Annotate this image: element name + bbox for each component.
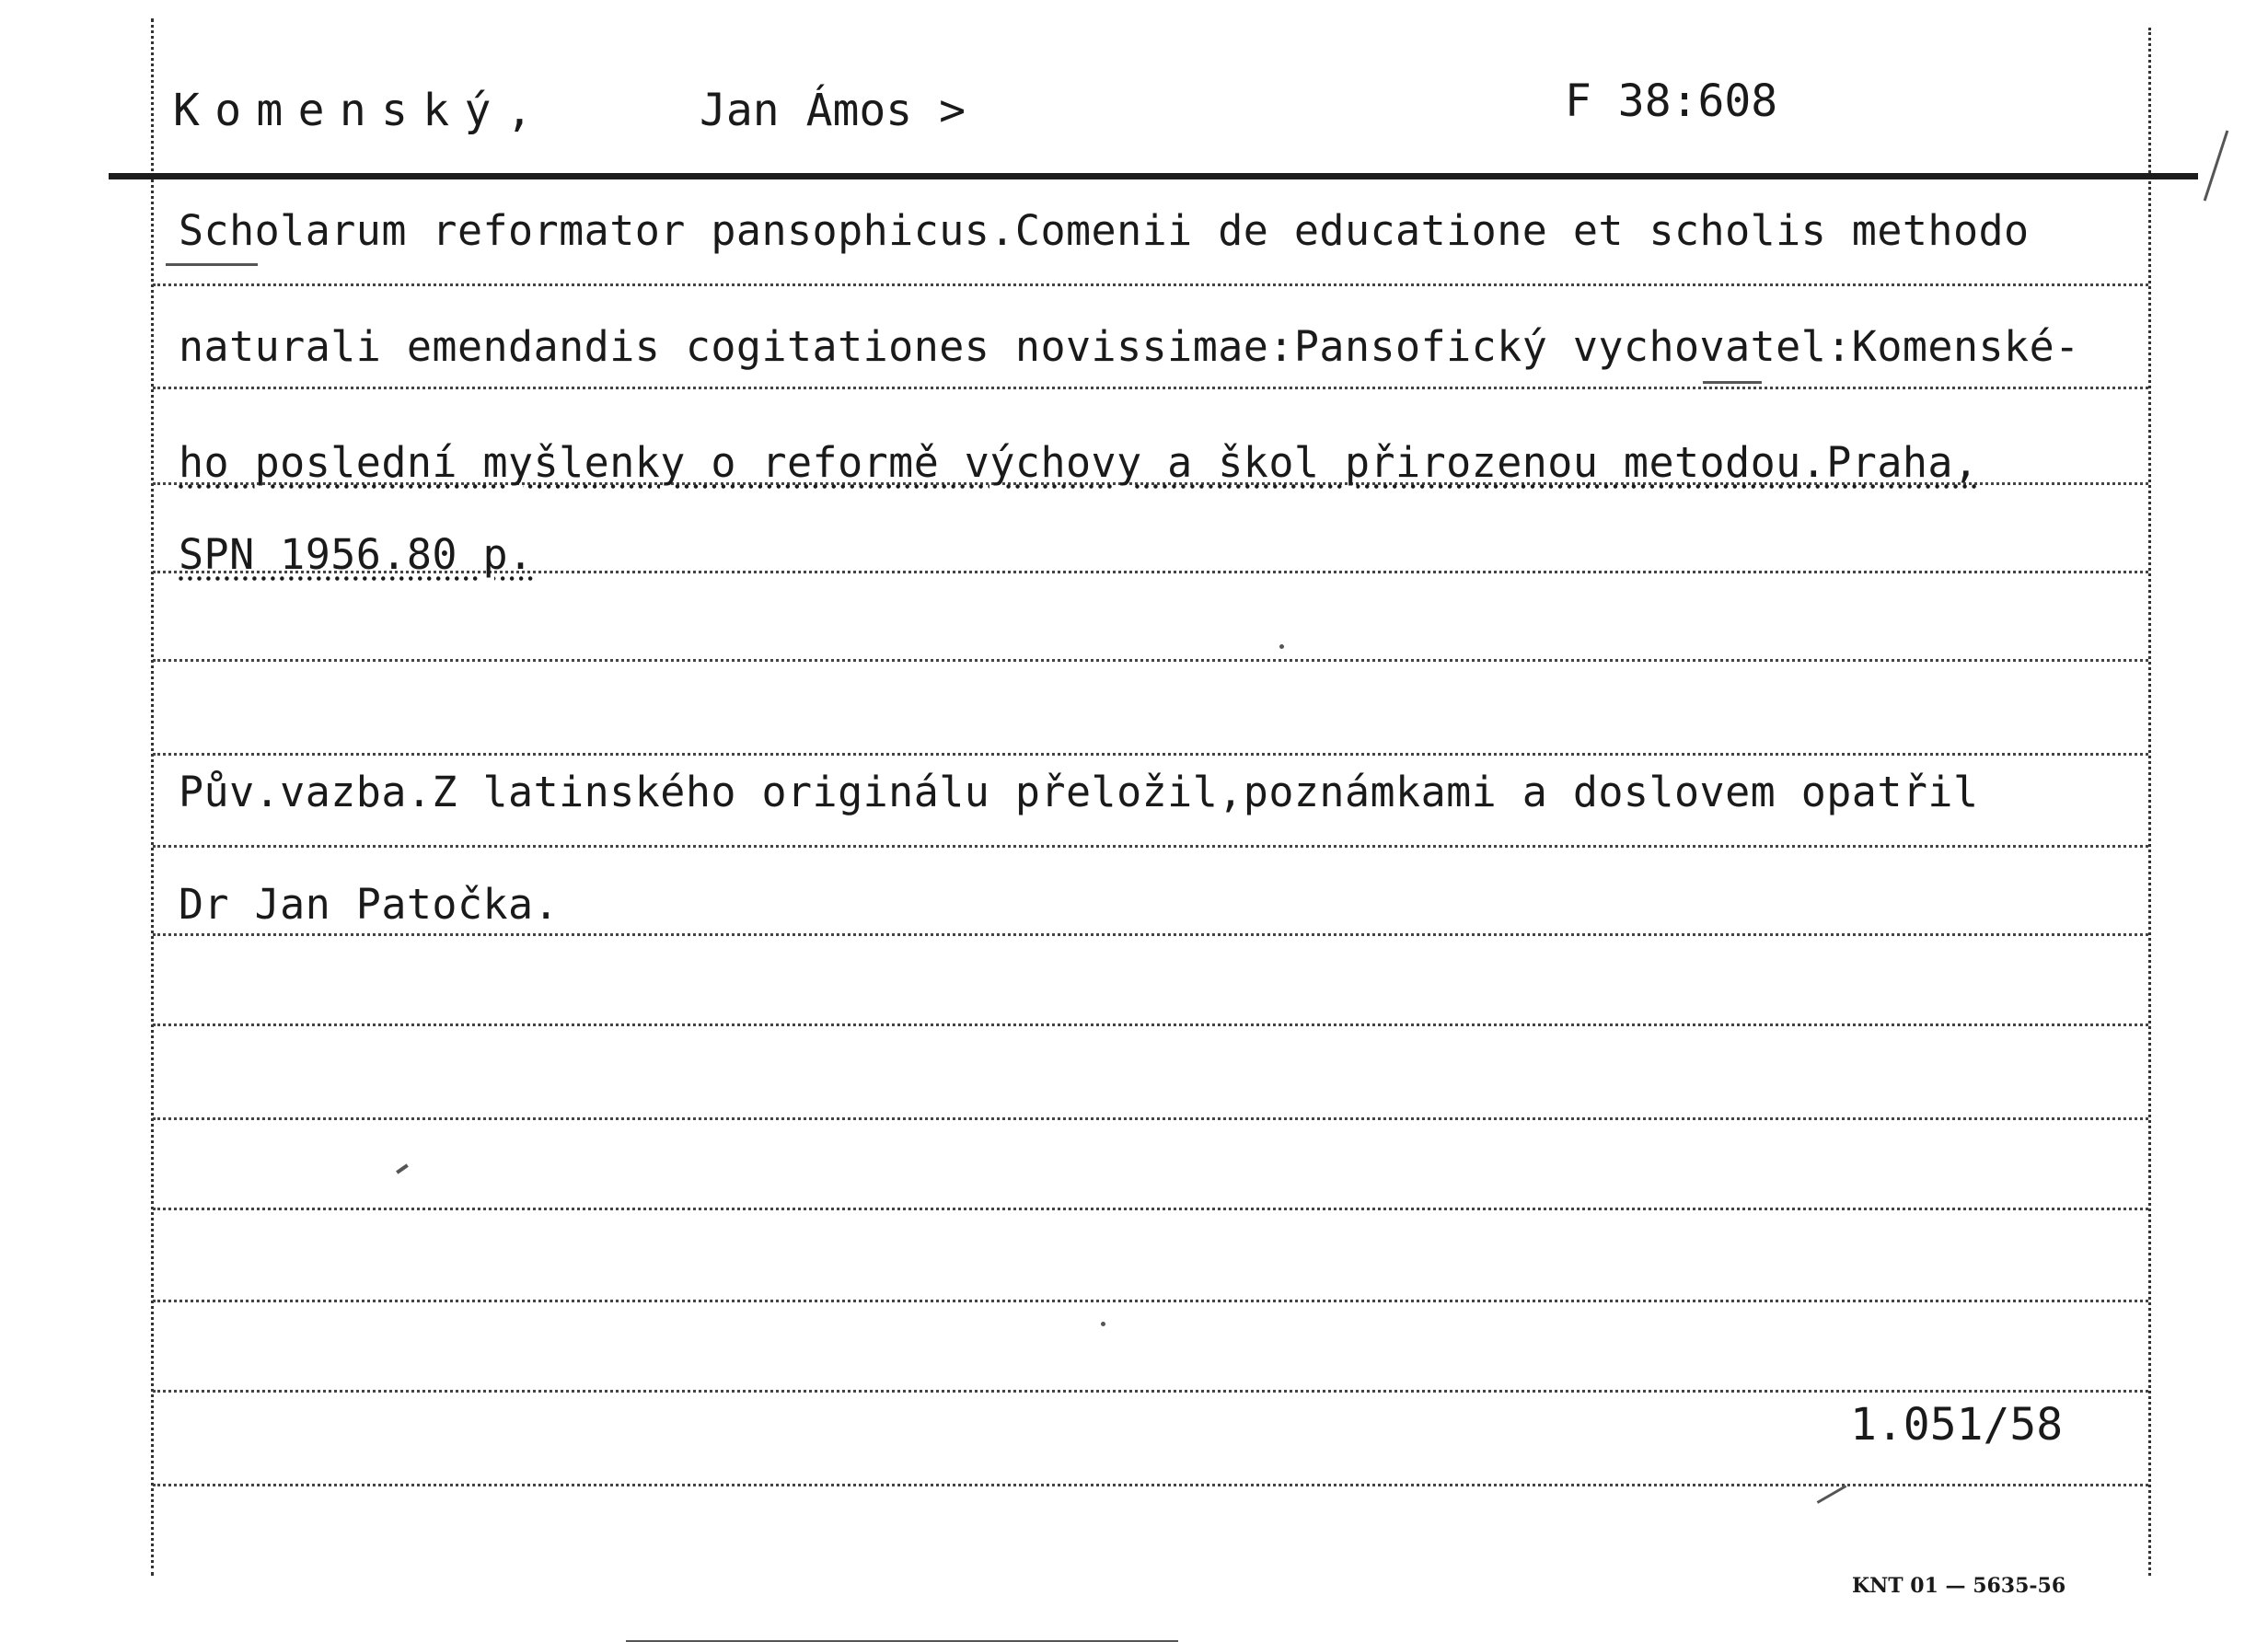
ruling-line <box>153 753 2148 756</box>
ruling-line <box>153 1117 2148 1120</box>
author-given-names: Jan Ámos > <box>700 85 966 136</box>
right-border <box>2148 28 2151 1576</box>
form-number: KNT 01 — 5635-56 <box>1852 1574 2066 1598</box>
stray-mark <box>1101 1322 1105 1326</box>
left-border <box>151 18 154 1576</box>
ruling-line <box>153 1023 2148 1026</box>
stray-mark <box>166 263 258 266</box>
ruling-line <box>153 1208 2148 1210</box>
entry-line-4: SPN 1956.80 p. <box>179 530 534 579</box>
entry-line-3: ho poslední myšlenky o reformě výchovy a škol přirozenou metodou.Praha, <box>179 438 1979 487</box>
ruling-line <box>153 1484 2148 1486</box>
call-number: F 38:608 <box>1565 75 1778 127</box>
ruling-line <box>153 283 2148 286</box>
stray-mark <box>2204 130 2229 201</box>
entry-line-1: Scholarum reformator pansophicus.Comenii de educatione et scholis methodo <box>179 206 2030 255</box>
ruling-line <box>153 387 2148 389</box>
stray-mark <box>1279 644 1284 649</box>
stray-mark <box>1703 381 1762 384</box>
note-line-2: Dr Jan Patočka. <box>179 880 560 929</box>
ruling-line <box>153 845 2148 848</box>
ruling-line <box>153 933 2148 936</box>
stray-mark <box>1817 1485 1847 1504</box>
note-line-1: Pův.vazba.Z latinského originálu přeložil,poznámkami a doslovem opatřil <box>179 768 1979 816</box>
entry-line-2: naturali emendandis cogitationes novissimae:Pansofický vychovatel:Komenské- <box>179 322 2080 371</box>
ruling-line <box>153 1390 2148 1393</box>
author-surname: Komenský, <box>173 85 548 136</box>
ruling-line <box>153 659 2148 662</box>
ruling-line <box>153 1300 2148 1302</box>
stray-mark <box>396 1163 409 1174</box>
accession-number: 1.051/58 <box>1850 1399 2064 1451</box>
header-rule <box>109 173 2198 179</box>
